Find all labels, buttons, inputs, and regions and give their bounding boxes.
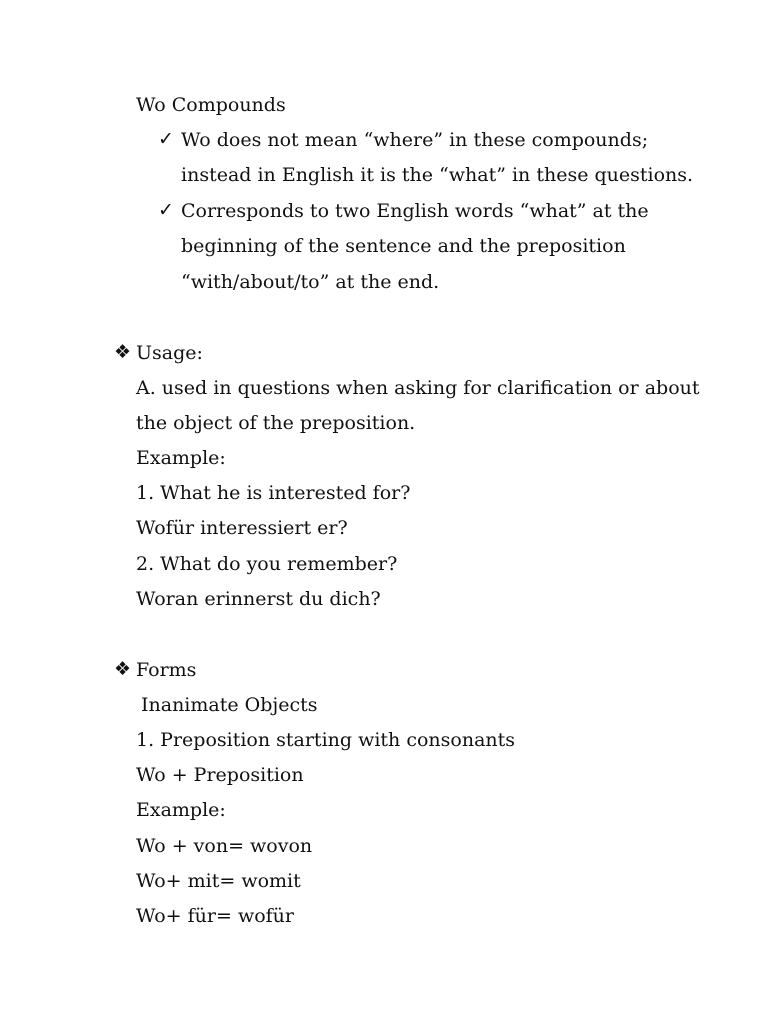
forms-line: Wo + von= wovon: [136, 835, 313, 857]
usage-line: 2. What do you remember?: [136, 553, 398, 575]
forms-subtitle: Inanimate Objects: [141, 694, 318, 716]
usage-line: Woran erinnerst du dich?: [136, 588, 381, 610]
usage-title: Usage:: [136, 342, 203, 364]
point-2-line-1: Corresponds to two English words “what” at the: [181, 200, 649, 222]
point-1-line-2: instead in English it is the “what” in these questions.: [181, 164, 694, 186]
section-heading: Wo Compounds: [136, 94, 286, 116]
checkmark-icon: ✓: [158, 128, 174, 150]
usage-line: A. used in questions when asking for clarification or about: [136, 377, 700, 399]
diamond-bullet-icon: ❖: [114, 658, 132, 680]
diamond-bullet-icon: ❖: [114, 341, 132, 363]
forms-line: Wo + Preposition: [136, 764, 304, 786]
checkmark-icon: ✓: [158, 199, 174, 221]
usage-line: 1. What he is interested for?: [136, 482, 411, 504]
point-1-line-1: Wo does not mean “where” in these compounds;: [181, 129, 649, 151]
forms-line: Wo+ mit= womit: [136, 870, 301, 892]
usage-line: Wofür interessiert er?: [136, 517, 348, 539]
point-2-line-3: “with/about/to” at the end.: [181, 271, 440, 293]
usage-line: the object of the preposition.: [136, 412, 416, 434]
usage-line: Example:: [136, 447, 226, 469]
point-2-line-2: beginning of the sentence and the preposition: [181, 235, 626, 257]
forms-line: Wo+ für= wofür: [136, 905, 295, 927]
forms-line: Example:: [136, 799, 226, 821]
forms-title: Forms: [136, 659, 197, 681]
forms-line: 1. Preposition starting with consonants: [136, 729, 516, 751]
